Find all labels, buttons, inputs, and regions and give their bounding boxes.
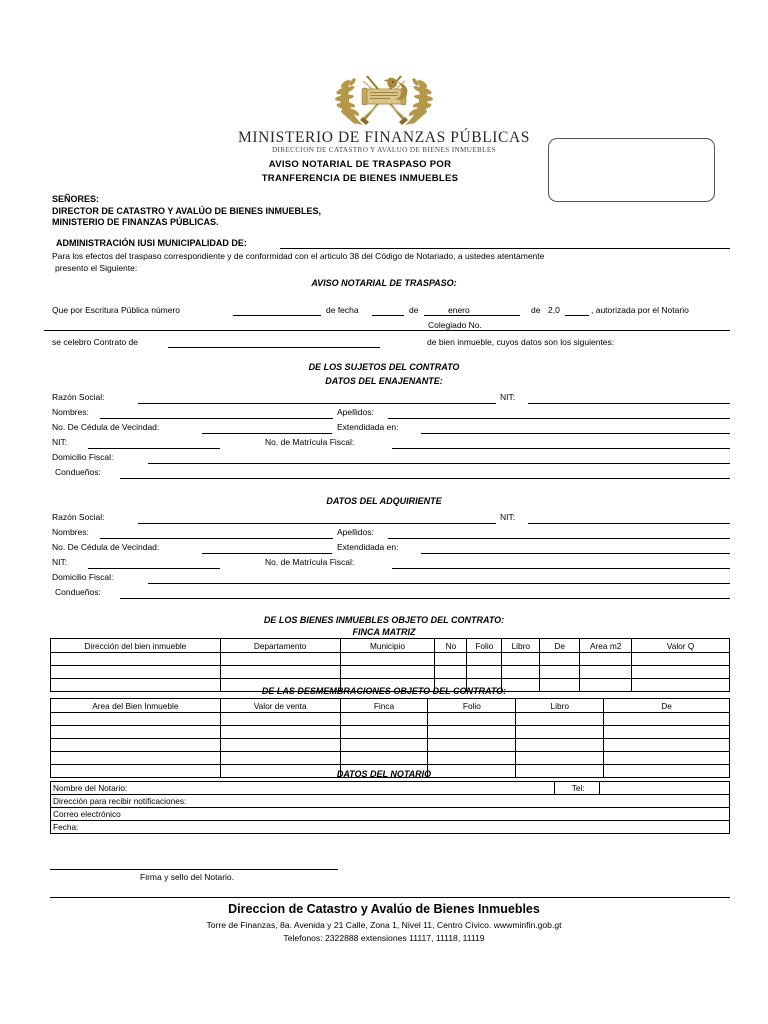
contrato-tail-text: de bien inmueble, cuyos datos son los siguientes: (427, 337, 615, 347)
escritura-mes-value[interactable]: enero (448, 305, 470, 315)
enajenante-domicilio-label: Domicilio Fiscal: (52, 452, 114, 462)
adquiriente-matricula-label: No. de Matrícula Fiscal: (265, 557, 355, 567)
desmembraciones-cell-r2-c3[interactable] (428, 739, 516, 752)
escritura-lead-text: Que por Escritura Pública número (52, 305, 181, 315)
addressee-line-1: DIRECTOR DE CATASTRO Y AVALÚO DE BIENES INMUEBLES, (52, 206, 322, 216)
enajenante-nit-input[interactable] (528, 403, 730, 404)
desmembraciones-cell-r1-c3[interactable] (428, 726, 516, 739)
finca-matriz-cell-r1-c6[interactable] (540, 666, 580, 679)
adquiriente-cedula-label: No. De Cédula de Vecindad: (52, 542, 160, 552)
adquiriente-razon-social-label: Razón Social: (52, 512, 105, 522)
enajenante-conduenos-input[interactable] (120, 478, 730, 479)
finca-matriz-cell-r0-c3[interactable] (435, 653, 467, 666)
anio-prefix: 2,0 (548, 305, 560, 315)
adquiriente-domicilio-label: Domicilio Fiscal: (52, 572, 114, 582)
document-title (180, 158, 540, 186)
table-row (51, 752, 730, 765)
desmembraciones-header-row (51, 699, 730, 713)
signature-line[interactable] (50, 869, 338, 870)
finca-matriz-col-7: Area m2 (580, 639, 632, 653)
table-row (51, 739, 730, 752)
finca-matriz-cell-r0-c8[interactable] (632, 653, 730, 666)
adquiriente-matricula-input[interactable] (392, 568, 730, 569)
finca-matriz-cell-r0-c6[interactable] (540, 653, 580, 666)
intro-paragraph-line-1: Para los efectos del traspaso correspondiente y de conformidad con el articulo 38 del Código de Notariado, a ustedes atentamente (52, 251, 545, 261)
desmembraciones-cell-r0-c4[interactable] (516, 713, 604, 726)
footer-title: Direccion de Catastro y Avalúo de Bienes Inmuebles (228, 902, 540, 916)
escritura-anio-input[interactable] (565, 315, 589, 316)
table-row (51, 653, 730, 666)
enajenante-nombres-input[interactable] (100, 418, 333, 419)
escritura-numero-input[interactable] (233, 315, 321, 316)
desmembraciones-cell-r3-c4[interactable] (516, 752, 604, 765)
adquiriente-nombres-input[interactable] (100, 538, 333, 539)
guatemala-coat-of-arms-icon (330, 70, 438, 128)
footer-address: Torre de Finanzas, 8a. Avenida y 21 Calle, Zona 1, Nivel 11, Centro Cívico. wwwminfin.gob.gt (206, 920, 562, 930)
finca-matriz-col-2: Municipio (340, 639, 435, 653)
adquiriente-conduenos-label: Condueños: (55, 587, 101, 597)
enajenante-cedula-label: No. De Cédula de Vecindad: (52, 422, 160, 432)
desmembraciones-cell-r0-c5[interactable] (604, 713, 730, 726)
document-title-line2: TRANFERENCIA DE BIENES INMUEBLES (261, 172, 459, 184)
escritura-notario-input[interactable] (44, 330, 730, 331)
notario-tel-label: Tel: (555, 782, 600, 795)
adquiriente-apellidos-input[interactable] (388, 538, 730, 539)
finca-matriz-cell-r1-c2[interactable] (340, 666, 435, 679)
finca-matriz-col-6: De (540, 639, 580, 653)
finca-matriz-cell-r1-c1[interactable] (220, 666, 340, 679)
addressee-line-2: MINISTERIO DE FINANZAS PÚBLICAS. (52, 217, 219, 227)
notario-direccion-label[interactable]: Dirección para recibir notificaciones: (51, 795, 730, 808)
desmembraciones-cell-r0-c0[interactable] (51, 713, 221, 726)
desmembraciones-col-5: De (604, 699, 730, 713)
enajenante-nit2-input[interactable] (88, 448, 220, 449)
desmembraciones-cell-r3-c2[interactable] (340, 752, 428, 765)
adquiriente-heading: DATOS DEL ADQUIRIENTE (326, 496, 442, 506)
adquiriente-domicilio-input[interactable] (148, 583, 730, 584)
desmembraciones-cell-r2-c1[interactable] (220, 739, 340, 752)
desmembraciones-col-2: Finca (340, 699, 428, 713)
enajenante-matricula-label: No. de Matrícula Fiscal: (265, 437, 355, 447)
se-celebro-contrato-label: se celebro Contrato de (52, 337, 138, 347)
finca-matriz-subheading: FINCA MATRIZ (352, 627, 416, 637)
intro-paragraph-line-2: presento el Siguiente: (55, 263, 138, 273)
datos-notario-heading: DATOS DEL NOTARIO (336, 769, 432, 779)
table-row (51, 726, 730, 739)
desmembraciones-table (50, 698, 730, 778)
desmembraciones-cell-r0-c3[interactable] (428, 713, 516, 726)
bienes-inmuebles-heading: DE LOS BIENES INMUEBLES OBJETO DEL CONTRATO: (263, 615, 505, 625)
desmembraciones-cell-r3-c0[interactable] (51, 752, 221, 765)
table-row (51, 666, 730, 679)
desmembraciones-cell-r2-c4[interactable] (516, 739, 604, 752)
adquiriente-nit-label: NIT: (500, 512, 516, 522)
desmembraciones-cell-r1-c2[interactable] (340, 726, 428, 739)
finca-matriz-col-1: Departamento (220, 639, 340, 653)
enajenante-razon-social-label: Razón Social: (52, 392, 105, 402)
finca-matriz-cell-r1-c0[interactable] (51, 666, 221, 679)
signature-caption: Firma y sello del Notario. (140, 872, 235, 882)
enajenante-cedula-input[interactable] (202, 433, 332, 434)
notario-direccion-row (51, 795, 730, 808)
desmembraciones-col-0: Area del Bien Inmueble (51, 699, 221, 713)
adquiriente-cedula-input[interactable] (202, 553, 332, 554)
adquiriente-conduenos-input[interactable] (120, 598, 730, 599)
desmembraciones-cell-r1-c5[interactable] (604, 726, 730, 739)
desmembraciones-cell-r0-c2[interactable] (340, 713, 428, 726)
footer-divider (50, 897, 730, 898)
notario-tel-input[interactable] (600, 782, 730, 795)
desmembraciones-cell-r2-c5[interactable] (604, 739, 730, 752)
notario-correo-label[interactable]: Correo electrónico (51, 808, 730, 821)
notario-fecha-row (51, 821, 730, 834)
de-fecha-label: de fecha (326, 305, 359, 315)
finca-matriz-cell-r0-c7[interactable] (580, 653, 632, 666)
table-row (51, 713, 730, 726)
adquiriente-nit-input[interactable] (528, 523, 730, 524)
desmembraciones-col-3: Folio (428, 699, 516, 713)
finca-matriz-cell-r1-c7[interactable] (580, 666, 632, 679)
notario-nombre-label: Nombre del Notario: (51, 782, 555, 795)
enajenante-nit-label: NIT: (500, 392, 516, 402)
notario-correo-row (51, 808, 730, 821)
enajenante-razon-social-input[interactable] (138, 403, 496, 404)
desmembraciones-body (51, 713, 730, 778)
finca-matriz-cell-r0-c5[interactable] (502, 653, 540, 666)
ministry-subtitle: DIRECCION DE CATASTRO Y AVALUO DE BIENES INMUEBLES (272, 146, 496, 155)
finca-matriz-cell-r0-c1[interactable] (220, 653, 340, 666)
finca-matriz-cell-r1-c5[interactable] (502, 666, 540, 679)
finca-matriz-cell-r1-c3[interactable] (435, 666, 467, 679)
de-label-2: de (531, 305, 541, 315)
desmembraciones-cell-r1-c1[interactable] (220, 726, 340, 739)
escritura-mes-input[interactable] (424, 315, 520, 316)
enajenante-domicilio-input[interactable] (148, 463, 730, 464)
adquiriente-nit2-label: NIT: (52, 557, 68, 567)
desmembraciones-cell-r1-c0[interactable] (51, 726, 221, 739)
contrato-tipo-input[interactable] (168, 347, 380, 348)
desmembraciones-cell-r3-c5[interactable] (604, 752, 730, 765)
admin-iusi-label: ADMINISTRACIÓN IUSI MUNICIPALIDAD DE: (56, 238, 247, 248)
enajenante-conduenos-label: Condueños: (55, 467, 101, 477)
escritura-dia-input[interactable] (372, 315, 404, 316)
desmembraciones-col-4: Libro (516, 699, 604, 713)
autorizada-por-el-notario-label: , autorizada por el Notario (591, 305, 689, 315)
finca-matriz-cell-r0-c2[interactable] (340, 653, 435, 666)
enajenante-matricula-input[interactable] (392, 448, 730, 449)
desmembraciones-cell-r2-c0[interactable] (51, 739, 221, 752)
enajenante-heading: DATOS DEL ENAJENANTE: (325, 376, 443, 386)
adquiriente-apellidos-label: Apellidos: (337, 527, 374, 537)
enajenante-apellidos-input[interactable] (388, 418, 730, 419)
finca-matriz-cell-r0-c0[interactable] (51, 653, 221, 666)
adquiriente-extendida-label: Extendidada en: (337, 542, 399, 552)
finca-matriz-col-3: No (435, 639, 467, 653)
desmembraciones-cell-r0-c1[interactable] (220, 713, 340, 726)
finca-matriz-col-5: Libro (502, 639, 540, 653)
de-label-1: de (409, 305, 419, 315)
desmembraciones-cell-r3-c3[interactable] (428, 752, 516, 765)
enajenante-extendida-input[interactable] (421, 433, 730, 434)
notario-fecha-label[interactable]: Fecha: (51, 821, 730, 834)
colegiado-no-label: Colegiado No. (428, 320, 482, 330)
desmembraciones-heading: DE LAS DESMEMBRACIONES OBJETO DEL CONTRATO: (261, 686, 507, 696)
adquiriente-extendida-input[interactable] (421, 553, 730, 554)
finca-matriz-cell-r0-c4[interactable] (467, 653, 502, 666)
document-title-line1: AVISO NOTARIAL DE TRASPASO POR (268, 159, 452, 170)
stamp-box[interactable] (548, 138, 715, 202)
desmembraciones-cell-r2-c2[interactable] (340, 739, 428, 752)
finca-matriz-col-4: Folio (467, 639, 502, 653)
footer-phones: Telefonos: 2322888 extensiones 11117, 11118, 11119 (283, 933, 485, 943)
desmembraciones-col-1: Valor de venta (220, 699, 340, 713)
adquiriente-nit2-input[interactable] (88, 568, 220, 569)
notario-table (50, 781, 730, 834)
enajenante-nombres-label: Nombres: (52, 407, 89, 417)
desmembraciones-cell-r1-c4[interactable] (516, 726, 604, 739)
admin-iusi-input[interactable] (280, 248, 730, 249)
adquiriente-nombres-label: Nombres: (52, 527, 89, 537)
desmembraciones-cell-r3-c1[interactable] (220, 752, 340, 765)
finca-matriz-cell-r1-c8[interactable] (632, 666, 730, 679)
finca-matriz-header-row (51, 639, 730, 653)
finca-matriz-col-0: Dirección del bien inmueble (51, 639, 221, 653)
aviso-notarial-heading: AVISO NOTARIAL DE TRASPASO: (311, 278, 457, 288)
finca-matriz-cell-r1-c4[interactable] (467, 666, 502, 679)
adquiriente-razon-social-input[interactable] (138, 523, 496, 524)
notario-nombre-row (51, 782, 730, 795)
enajenante-nit2-label: NIT: (52, 437, 68, 447)
finca-matriz-col-8: Valor Q (632, 639, 730, 653)
senores-label: SEÑORES: (52, 194, 100, 204)
sujetos-heading: DE LOS SUJETOS DEL CONTRATO (308, 362, 460, 372)
enajenante-extendida-label: Extendidada en: (337, 422, 399, 432)
ministry-name: MINISTERIO DE FINANZAS PÚBLICAS (237, 129, 530, 146)
finca-matriz-table (50, 638, 730, 692)
enajenante-apellidos-label: Apellidos: (337, 407, 374, 417)
